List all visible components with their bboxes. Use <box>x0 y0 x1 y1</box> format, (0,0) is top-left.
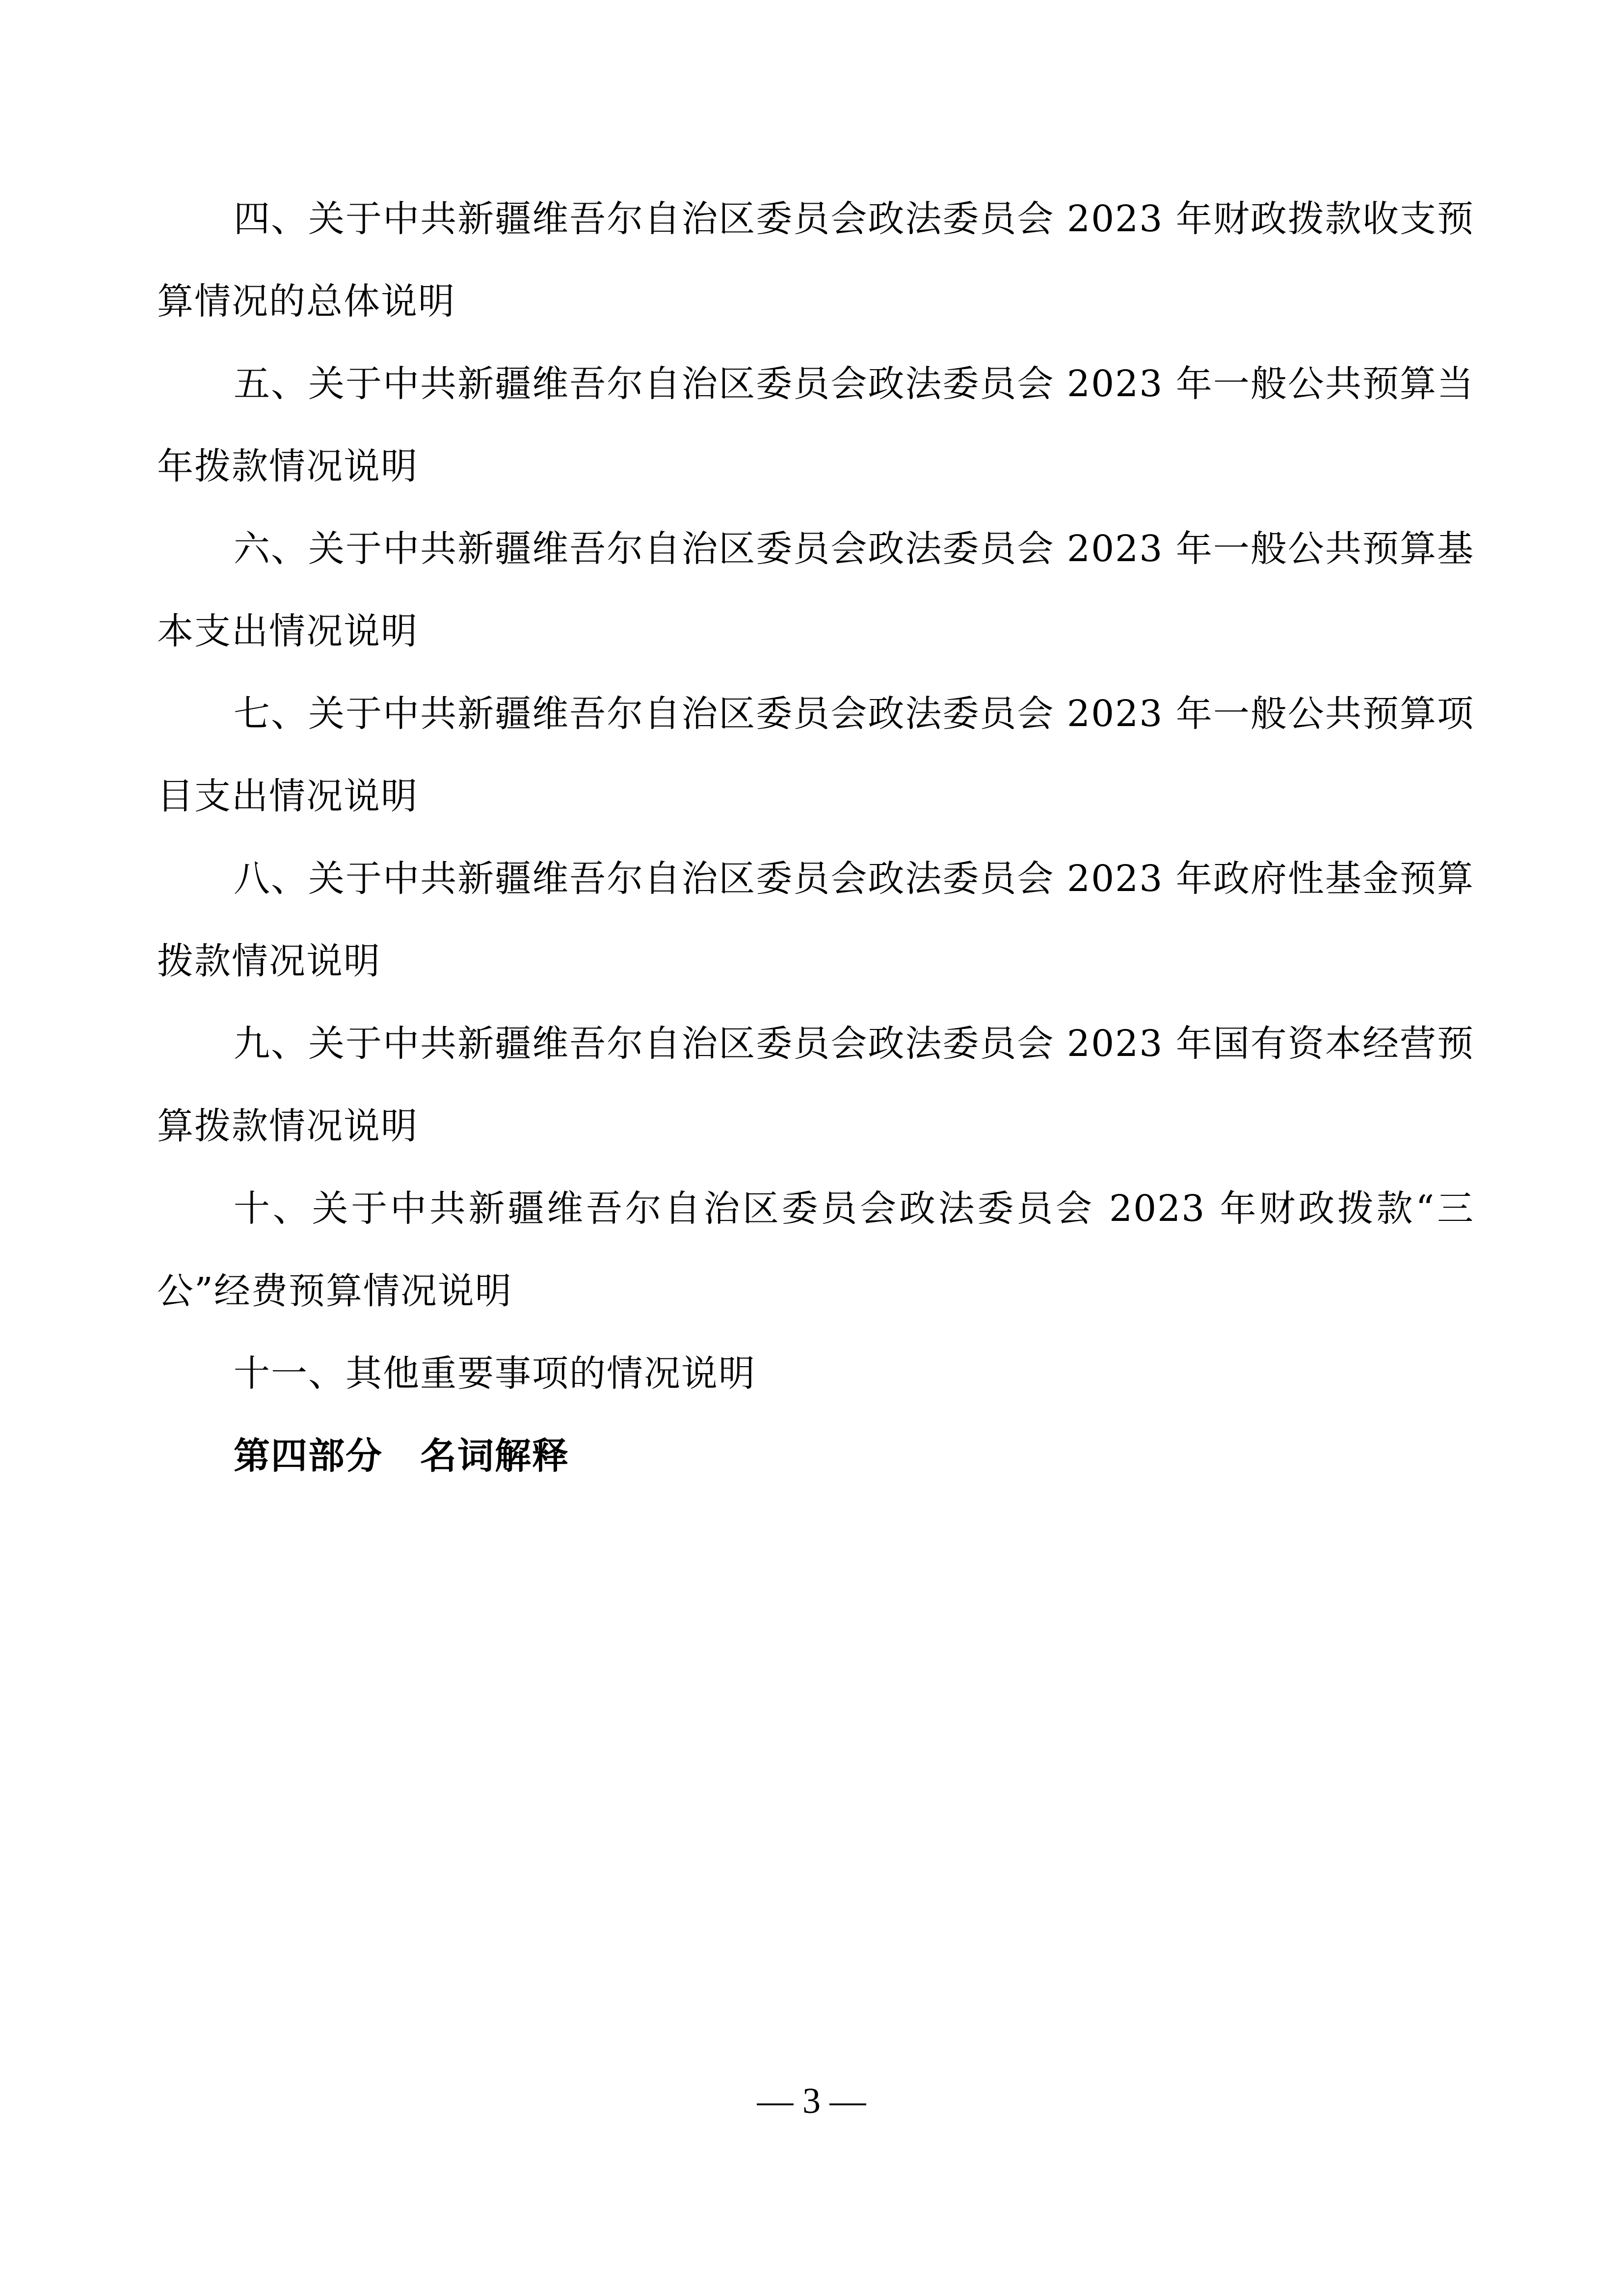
list-item: 七、关于中共新疆维吾尔自治区委员会政法委员会 2023 年一般公共预算项目支出情况说明 <box>157 693 1474 817</box>
list-item: 六、关于中共新疆维吾尔自治区委员会政法委员会 2023 年一般公共预算基本支出情况说明 <box>157 528 1474 652</box>
document-body <box>157 178 1474 1497</box>
list-item: 九、关于中共新疆维吾尔自治区委员会政法委员会 2023 年国有资本经营预算拨款情况说明 <box>157 1023 1474 1147</box>
list-item: 十、关于中共新疆维吾尔自治区委员会政法委员会 2023 年财政拨款“三公”经费预算情况说明 <box>157 1188 1474 1312</box>
section-heading: 第四部分 名词解释 <box>234 1435 569 1477</box>
page-number: — 3 — <box>757 2081 866 2121</box>
list-item: 十一、其他重要事项的情况说明 <box>234 1352 756 1395</box>
list-item: 五、关于中共新疆维吾尔自治区委员会政法委员会 2023 年一般公共预算当年拨款情况说明 <box>157 363 1474 487</box>
list-item: 四、关于中共新疆维吾尔自治区委员会政法委员会 2023 年财政拨款收支预算情况的总体说明 <box>157 198 1474 323</box>
list-item: 八、关于中共新疆维吾尔自治区委员会政法委员会 2023 年政府性基金预算拨款情况说明 <box>157 858 1474 982</box>
